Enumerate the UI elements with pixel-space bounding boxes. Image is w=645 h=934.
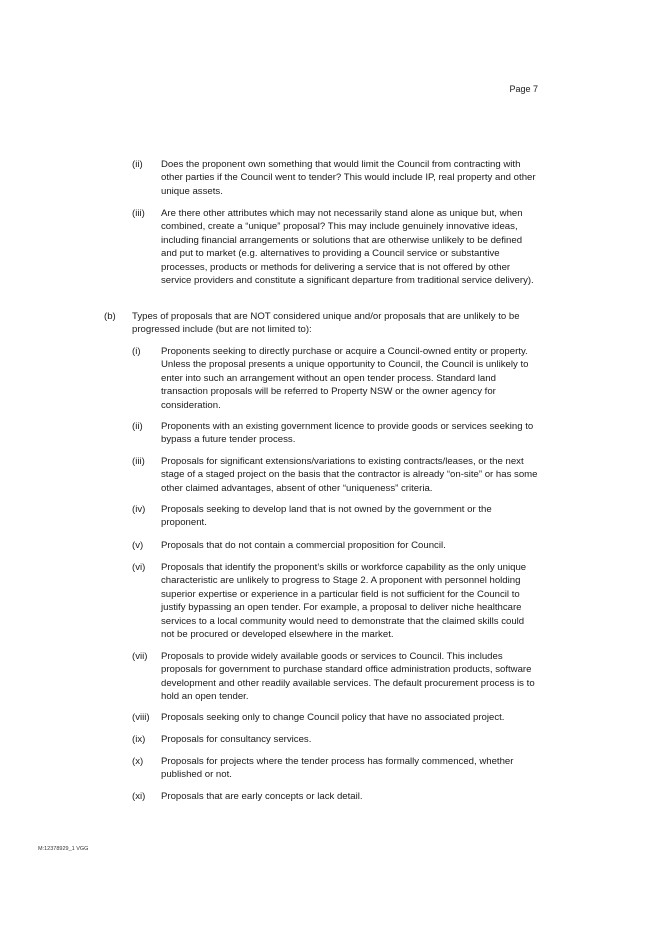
clause-number: (ix) — [132, 734, 146, 745]
clause-number: (i) — [132, 346, 141, 357]
clause-text: Proposals that do not contain a commercial proposition for Council. — [161, 540, 446, 551]
clause-text: Does the proponent own something that would limit the Council from contracting with other parties if the Council went to tender? This would include IP, real property and other unique assets. — [161, 159, 536, 197]
clause-text: Proposals for projects where the tender process has formally commenced, whether published or not. — [161, 756, 514, 781]
clause-text: Proposals that identify the proponent’s skills or workforce capability as the only unique characteristic are unlikely to progress to Stage 2. A proponent with personnel holding superior expertise or experience in a particular field is not sufficient for the Council to justify bypassing an open tender. For example, a proposal to deliver niche healthcare services to a local community would need to demonstrate that the claimed skills could not be procured or developed elsewhere in the market. — [161, 562, 527, 641]
clause-b-intro: Types of proposals that are NOT considered unique and/or proposals that are unlikely to be progressed include (but are not limited to): — [132, 311, 520, 336]
clause-text: Proponents with an existing government licence to provide goods or services seeking to bypass a future tender process. — [161, 421, 534, 446]
clause-label: (b) — [104, 311, 116, 322]
clause-number: (xi) — [132, 791, 146, 802]
clause-number: (iii) — [132, 208, 145, 219]
clause-number: (ii) — [132, 159, 143, 170]
clause-number: (iv) — [132, 504, 146, 515]
clause-text: Proposals seeking only to change Council policy that have no associated project. — [161, 712, 505, 723]
clause-number: (viii) — [132, 712, 150, 723]
clause-number: (iii) — [132, 456, 145, 467]
clause-text: Are there other attributes which may not necessarily stand alone as unique but, when combined, create a “unique” proposal? This may include genuinely innovative ideas, including financial arrangements or solutions that are otherwise unlikely to be defined and put to market (e.g. alternatives to providing a Council service or substantive processes, products or methods for delivering a service that is not offered by other service providers and constitute a significant departure from traditional service delivery). — [161, 208, 534, 287]
clause-text: Proposals seeking to develop land that is not owned by the government or the proponent. — [161, 504, 492, 529]
clause-text: Proponents seeking to directly purchase or acquire a Council-owned entity or property. Unless the proposal presents a unique opportunity to Council, the Council is unlikely to enter into such an arrangement without an open tender process. Standard land transaction proposals will be referred to Property NSW or the owner agency for consideration. — [161, 346, 529, 411]
clause-text: Proposals for significant extensions/variations to existing contracts/leases, or the next stage of a staged project on the basis that the contractor is already “on-site” or has some other claimed advantages, absent of other “uniqueness” criteria. — [161, 456, 538, 494]
page-number: Page 7 — [509, 84, 538, 94]
clause-text: Proposals for consultancy services. — [161, 734, 312, 745]
clause-number: (x) — [132, 756, 144, 767]
document-reference: M:12378929_1 VGG — [38, 846, 89, 852]
clause-number: (ii) — [132, 421, 143, 432]
clause-number: (vi) — [132, 562, 146, 573]
clause-text: Proposals that are early concepts or lack detail. — [161, 791, 363, 802]
clause-number: (vii) — [132, 651, 148, 662]
clause-text: Proposals to provide widely available goods or services to Council. This includes proposals for government to purchase standard office administration products, software development and other readily available services. The default procurement process is to hold an open tender. — [161, 651, 535, 703]
clause-number: (v) — [132, 540, 144, 551]
